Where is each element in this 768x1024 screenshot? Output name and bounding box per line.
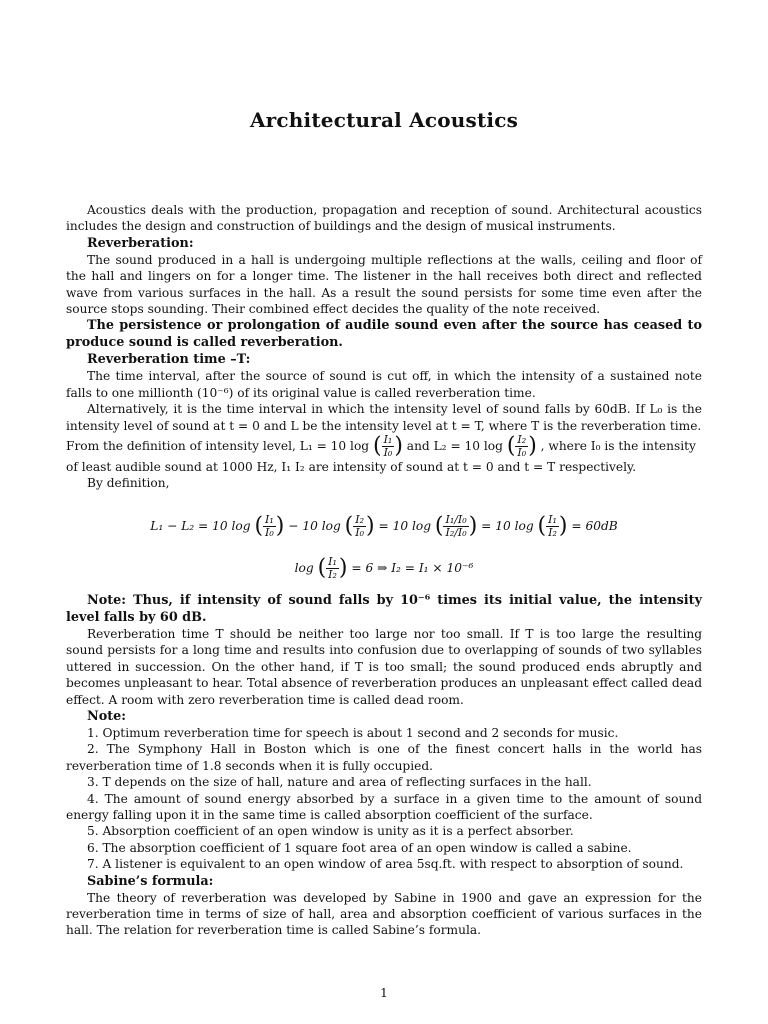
numerator: I₁ [328,554,337,568]
fraction-i2-i0 [515,434,528,459]
reverberation-time-paragraph: The time interval, after the source of sound is cut off, in which the intensity of a sustained note falls to one millionth (10⁻⁶) of its original value is called reverberation time. [66,369,702,400]
list-item: 7. A listener is equivalent to an open window of area 5sq.ft. with respect to absorption of sound. [87,857,684,872]
paren-close: ) [366,513,375,539]
paren-open: ( [254,513,264,539]
list-item: 6. The absorption coefficient of 1 square foot area of an open window is called a sabine. [87,840,632,855]
note-bold-statement: Note: Thus, if intensity of sound falls by 10⁻⁶ times its initial value, the intensity level falls by 60 dB. [66,592,702,625]
list-item: 4. The amount of sound energy absorbed by a surface in a given time to the amount of sound energy falling upon it in the same time is called absorption coefficient of the surface. [66,791,702,822]
denominator: I₂ [328,567,337,581]
reverberation-choice-paragraph: Reverberation time T should be neither too large nor too small. If T is too large the resulting sound persists for a long time and results into confusion due to overlapping of sounds of two syllables uttered in succession. On the other hand, if T is too small; the sound produced ends abruptly and becomes unpleasant to hear. Total absence of reverberation produces an unpleasant effect called dead effect. A room with zero reverberation time is called dead room. [66,626,702,707]
paren-open: ( [344,513,354,539]
denominator: I₀ [265,525,274,539]
by-definition-text: By definition, [87,476,170,491]
eq2-rhs: = 6 ⇒ I₂ = I₁ × 10⁻⁶ [351,560,474,575]
eq1-equals: = 10 log [378,518,431,533]
numerator: I₁/I₀ [445,512,467,526]
intensity-def-part2: , where I₀ is the intensity [540,439,696,454]
denominator: I₀ [517,446,527,460]
paren-open: ( [537,513,547,539]
paren-open: ( [317,555,327,581]
denominator: I₀ [383,446,393,460]
intro-paragraph: Acoustics deals with the production, propagation and reception of sound. Architectural acoustics includes the design and construction of buildings and the design of musical instruments. [66,203,702,234]
paren-close: ) [528,433,537,459]
numerator: I₁ [265,512,274,526]
numerator: I₂ [355,512,365,526]
fraction-i1-i2 [326,556,339,581]
paren-open: ( [434,513,444,539]
alternative-definition-paragraph: Alternatively, it is the time interval in which the intensity level of sound falls by 60dB. If L₀ is the intensity level of sound at t = 0 and L be the intensity level at t = T, where T is the reverberation time. [66,402,702,433]
equation-log-ratio [66,550,702,586]
denominator: I₂ [548,525,557,539]
paren-close: ) [468,513,478,539]
intensity-level-definition [66,434,702,459]
notes-list [66,725,702,873]
paren-close: ) [338,555,348,581]
note-heading: Note: [87,708,127,724]
intensity-def-part1: From the definition of intensity level, L₁ = 10 log [66,439,370,454]
list-item: 2. The Symphony Hall in Boston which is one of the finest concert halls in the world has reverberation time of 1.8 seconds when it is fully occupied. [66,742,702,773]
reverberation-heading: Reverberation: [87,235,194,251]
reverberation-paragraph: The sound produced in a hall is undergoing multiple reflections at the walls, ceiling and floor of the hall and lingers on for a longer time. The listener in the hall receives both direct and reflected wave from various surfaces in the hall. As a result the sound persists for some time even after the source stops sounding. Their combined effect decides the quality of the note received. [66,252,702,317]
list-item: 5. Absorption coefficient of an open window is unity as it is a perfect absorber. [87,824,574,839]
eq2-lhs: log [294,560,314,575]
list-item: 3. T depends on the size of hall, nature and area of reflecting surfaces in the hall. [87,775,592,790]
fraction-i1-i0 [382,434,395,459]
numerator: I₁ [383,433,393,447]
page-number: 1 [380,986,388,1000]
reverberation-definition: The persistence or prolongation of audile sound even after the source has ceased to produce sound is called reverberation. [66,318,702,351]
fraction-ratio [443,514,468,539]
intensity-def-part3: of least audible sound at 1000 Hz, I₁ I₂ are intensity of sound at t = 0 and t = T respectively. [66,460,637,475]
paren-close: ) [275,513,285,539]
numerator: I₂ [517,433,527,447]
fraction-i2-i0 [353,514,366,539]
paren-open: ( [372,433,382,459]
numerator: I₁ [548,512,557,526]
fraction-i1-i2 [546,514,559,539]
paren-close: ) [558,513,568,539]
denominator: I₂/I₀ [445,525,467,539]
sabine-heading: Sabine’s formula: [87,873,214,889]
eq1-minus: − 10 log [288,518,341,533]
list-item: 1. Optimum reverberation time for speech is about 1 second and 2 seconds for music. [87,725,619,740]
eq1-result: = 60dB [571,518,618,533]
sabine-paragraph: The theory of reverberation was developed by Sabine in 1900 and gave an expression for the reverberation time in terms of size of hall, area and absorption coefficient of various surfaces in the hall. The relation for reverberation time is called Sabine’s formula. [66,890,702,938]
eq1-lhs: L₁ − L₂ = 10 log [150,518,251,533]
paren-open: ( [506,433,516,459]
document-body [66,202,702,939]
paren-close: ) [394,433,403,459]
intensity-def-and: and L₂ = 10 log [406,439,503,454]
reverberation-time-heading: Reverberation time –T: [87,352,251,368]
document-title: Architectural Acoustics [249,108,519,132]
fraction-i1-i0 [263,514,276,539]
eq1-equals-2: = 10 log [481,518,534,533]
denominator: I₀ [355,525,365,539]
equation-level-difference [66,506,702,546]
